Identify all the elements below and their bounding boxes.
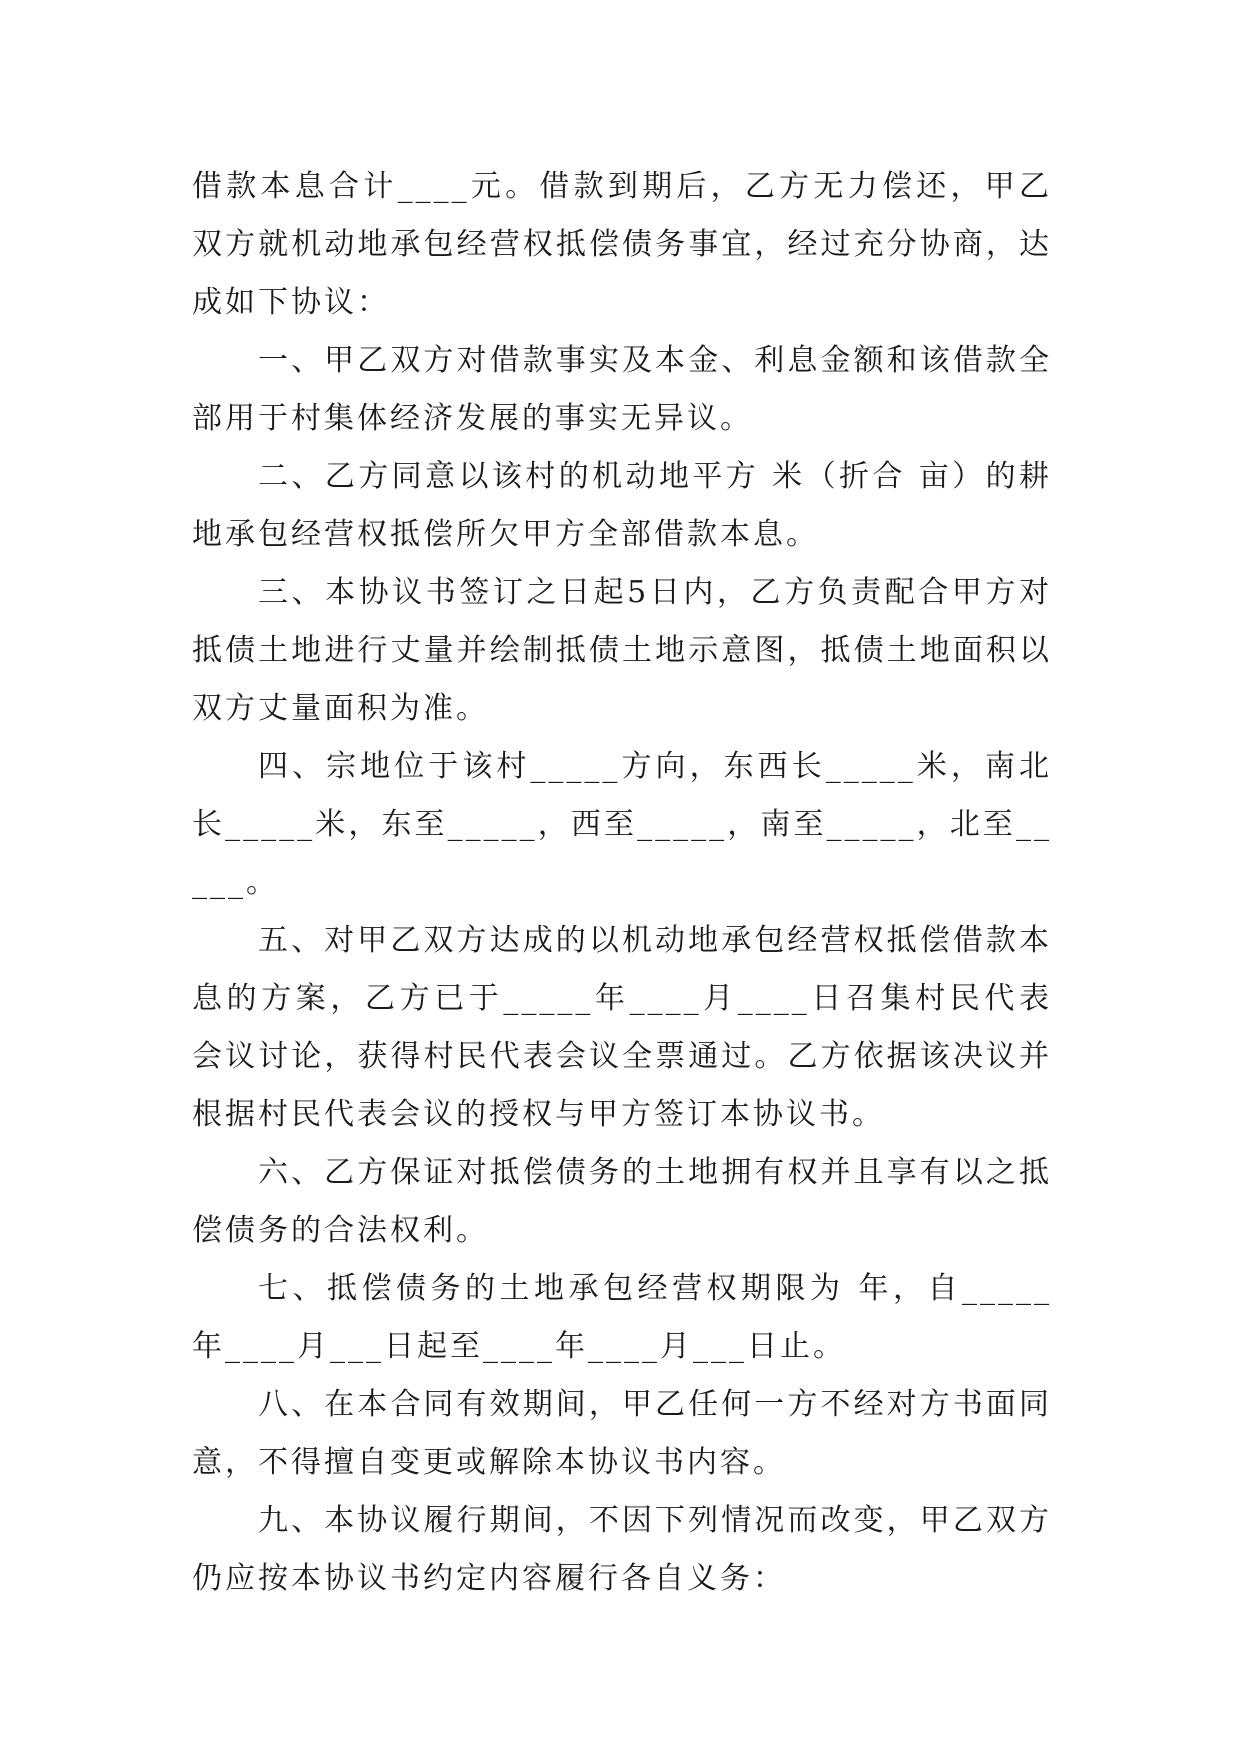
paragraph-clause-5: 五、对甲乙双方达成的以机动地承包经营权抵偿借款本息的方案，乙方已于_____年____月____日召集村民代表会议讨论，获得村民代表会议全票通过。乙方依据该决议并根据村民代表会议的授权与甲方签订本协议书。 — [192, 923, 1052, 1132]
paragraph-clause-9: 九、本协议履行期间，不因下列情况而改变，甲乙双方仍应按本协议书约定内容履行各自义务： — [192, 1503, 1052, 1596]
paragraph-clause-3: 三、本协议书签订之日起5日内，乙方负责配合甲方对抵债土地进行丈量并绘制抵债土地示意图，抵债土地面积以双方丈量面积为准。 — [192, 575, 1052, 726]
paragraph-clause-8: 八、在本合同有效期间，甲乙任何一方不经对方书面同意，不得擅自变更或解除本协议书内容。 — [192, 1387, 1052, 1480]
paragraph-clause-2: 二、乙方同意以该村的机动地平方 米（折合 亩）的耕地承包经营权抵偿所欠甲方全部借款本息。 — [192, 459, 1052, 552]
paragraph-intro: 借款本息合计____元。借款到期后，乙方无力偿还，甲乙双方就机动地承包经营权抵偿债务事宜，经过充分协商，达成如下协议： — [192, 169, 1052, 320]
paragraph-clause-4: 四、宗地位于该村_____方向，东西长_____米，南北长_____米，东至_____，西至_____，南至_____，北至_____。 — [192, 749, 1052, 900]
paragraph-clause-7: 七、抵偿债务的土地承包经营权期限为 年，自_____年____月___日起至____年____月___日止。 — [192, 1271, 1052, 1364]
paragraph-clause-1: 一、甲乙双方对借款事实及本金、利息金额和该借款全部用于村集体经济发展的事实无异议。 — [192, 343, 1052, 436]
paragraph-clause-6: 六、乙方保证对抵偿债务的土地拥有权并且享有以之抵偿债务的合法权利。 — [192, 1155, 1052, 1248]
document-body — [192, 158, 1052, 1608]
